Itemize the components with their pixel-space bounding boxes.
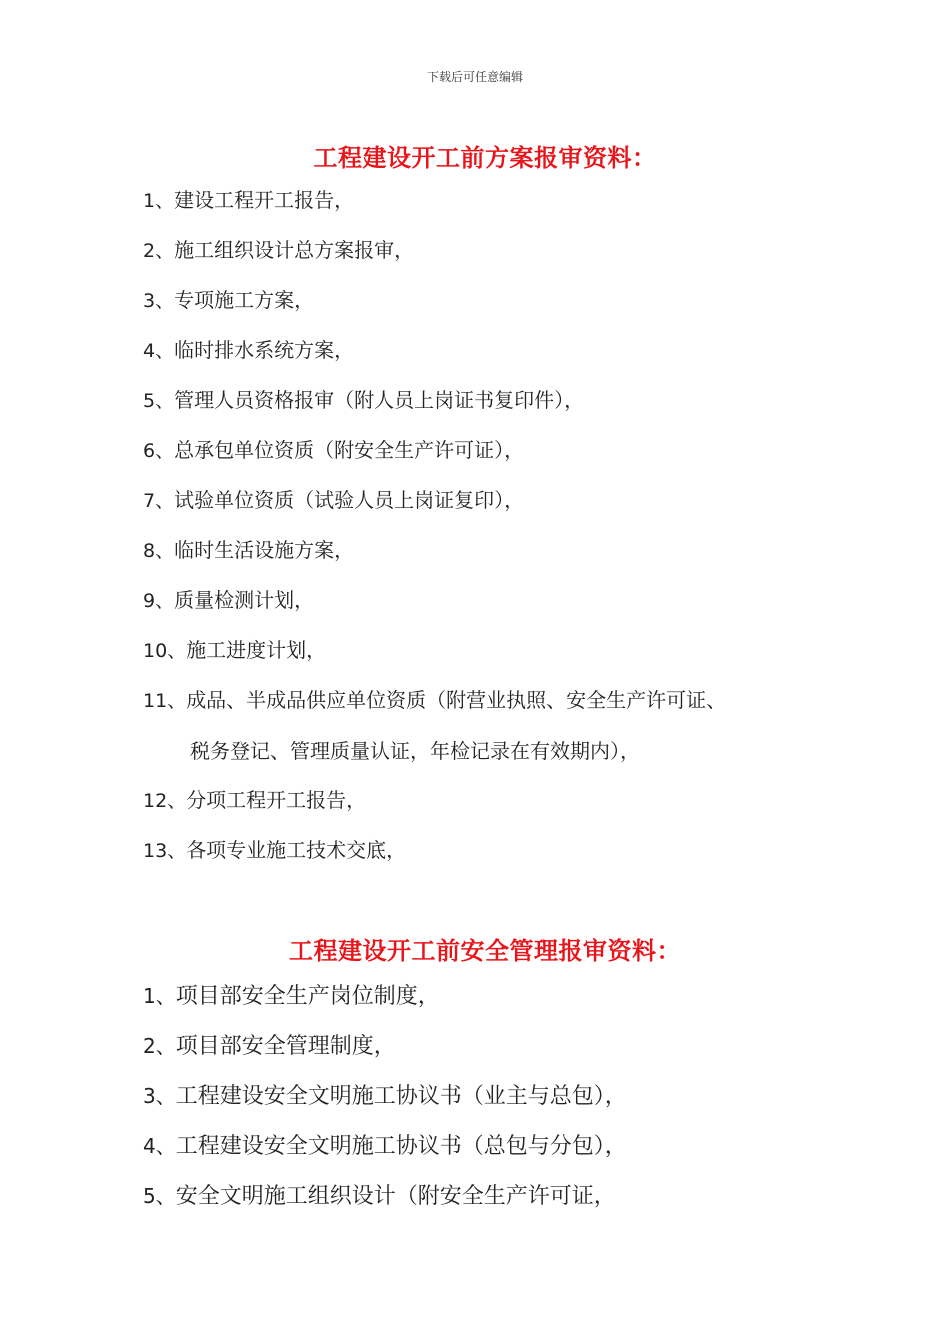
item-number: 12、	[143, 790, 187, 812]
list-item	[143, 385, 726, 435]
item-number: 6、	[143, 440, 175, 462]
plan-review-list	[143, 185, 726, 885]
item-text: 安全文明施工组织设计（附安全生产许可证，	[175, 1184, 616, 1209]
item-text: 临时排水系统方案，	[174, 338, 355, 362]
list-item	[143, 1079, 627, 1129]
item-number: 9、	[143, 590, 175, 612]
item-number: 5、	[143, 390, 175, 412]
item-number: 4、	[143, 340, 175, 362]
item-number: 4、	[143, 1134, 176, 1158]
item-number: 2、	[143, 1034, 176, 1058]
item-text: 总承包单位资质（附安全生产许可证），	[174, 438, 525, 462]
item-text: 试验单位资质（试验人员上岗证复印），	[174, 488, 525, 512]
item-number: 3、	[143, 1084, 176, 1108]
list-item	[143, 785, 726, 835]
list-item	[143, 685, 726, 785]
item-number: 11、	[143, 690, 187, 712]
list-item	[143, 285, 726, 335]
list-item	[143, 485, 726, 535]
list-item	[143, 235, 726, 285]
list-item	[143, 185, 726, 235]
item-number: 13、	[143, 840, 187, 862]
item-number: 1、	[143, 190, 175, 212]
item-text: 施工进度计划，	[186, 638, 327, 662]
list-item	[143, 1179, 627, 1229]
section-title-plan-review: 工程建设开工前方案报审资料：	[313, 143, 657, 172]
list-item	[143, 535, 726, 585]
item-text: 成品、半成品供应单位资质（附营业执照、安全生产许可证、	[186, 688, 727, 712]
list-item	[143, 1029, 627, 1079]
item-text: 项目部安全管理制度，	[175, 1034, 396, 1059]
list-item	[143, 979, 627, 1029]
item-text: 施工组织设计总方案报审，	[174, 238, 415, 262]
list-item	[143, 835, 726, 885]
item-number: 5、	[143, 1184, 176, 1208]
list-item	[143, 585, 726, 635]
item-number: 3、	[143, 290, 175, 312]
item-text: 项目部安全生产岗位制度，	[175, 984, 440, 1009]
item-number: 2、	[143, 240, 175, 262]
item-text: 临时生活设施方案，	[174, 538, 355, 562]
list-item	[143, 335, 726, 385]
item-number: 1、	[143, 984, 176, 1008]
item-text: 各项专业施工技术交底，	[186, 838, 407, 862]
section-title-safety-review: 工程建设开工前安全管理报审资料：	[289, 936, 681, 965]
item-text: 建设工程开工报告，	[174, 188, 355, 212]
list-item	[143, 635, 726, 685]
safety-review-list	[143, 979, 627, 1229]
item-number: 7、	[143, 490, 175, 512]
item-text: 工程建设安全文明施工协议书（业主与总包），	[175, 1084, 627, 1109]
list-item	[143, 435, 726, 485]
item-text: 工程建设安全文明施工协议书（总包与分包），	[175, 1134, 627, 1159]
item-text: 专项施工方案，	[174, 288, 315, 312]
page-header-note: 下载后可任意编辑	[426, 70, 523, 84]
item-text-continued: 税务登记、管理质量认证，年检记录在有效期内），	[190, 739, 640, 763]
item-text: 质量检测计划，	[174, 588, 315, 612]
item-text: 管理人员资格报审（附人员上岗证书复印件），	[174, 388, 585, 412]
item-number: 10、	[143, 640, 187, 662]
list-item	[143, 1129, 627, 1179]
item-text: 分项工程开工报告，	[186, 788, 367, 812]
item-number: 8、	[143, 540, 175, 562]
